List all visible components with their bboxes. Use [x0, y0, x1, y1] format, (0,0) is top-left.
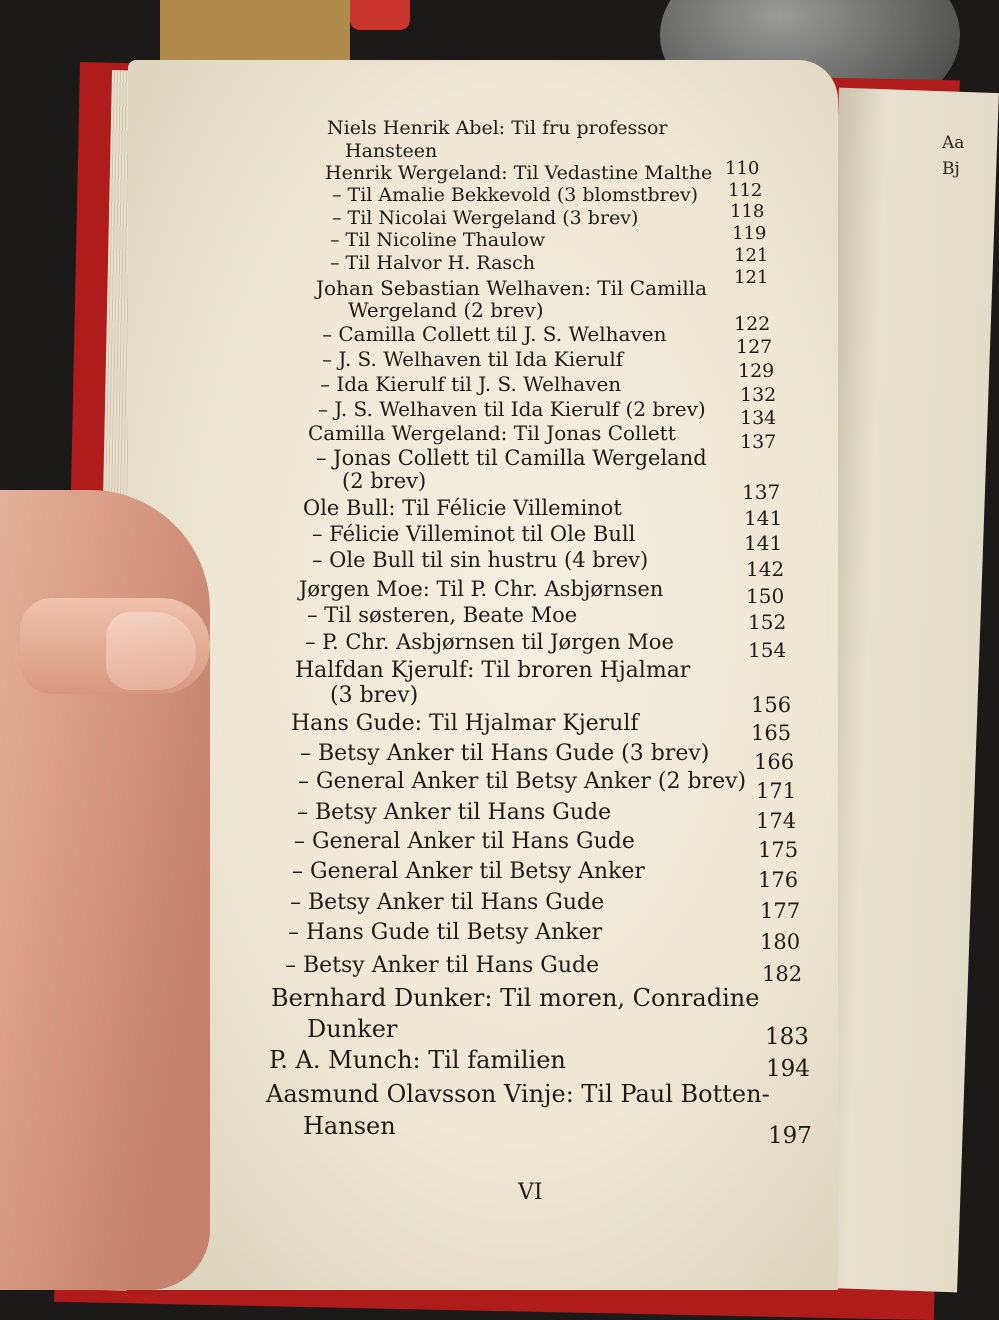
toc-entry-line: – Jonas Collett til Camilla Wergeland [316, 446, 707, 470]
toc-entry-line: Hansteen [345, 140, 438, 162]
toc-entry-line: Johan Sebastian Welhaven: Til Camilla [316, 276, 708, 300]
toc-page-number: 152 [748, 610, 787, 634]
toc-entry-line: – General Anker til Hans Gude [294, 829, 635, 854]
toc-entry-line: – Til Nicolai Wergeland (3 brev) [332, 207, 639, 229]
toc-page-number: 154 [748, 638, 787, 662]
toc-entry-line: – Betsy Anker til Hans Gude (3 brev) [300, 741, 710, 766]
toc-entry-line: P. A. Munch: Til familien [269, 1046, 566, 1074]
toc-entry-line: Hansen [303, 1112, 396, 1140]
toc-page-number: 176 [758, 868, 799, 892]
toc-entry-line: (2 brev) [342, 469, 427, 493]
toc-entry-line: Hans Gude: Til Hjalmar Kjerulf [291, 711, 639, 736]
toc-entry-line: Jørgen Moe: Til P. Chr. Asbjørnsen [299, 577, 664, 601]
thumb-nail [106, 612, 196, 690]
toc-entry-line: – Félicie Villeminot til Ole Bull [312, 522, 636, 546]
toc-entry-line: Bernhard Dunker: Til moren, Conradine [271, 984, 760, 1012]
toc-entry-line: – Betsy Anker til Hans Gude [290, 890, 605, 915]
toc-page-number: 121 [734, 267, 769, 288]
toc-page-number: 174 [756, 809, 797, 833]
toc-page-number: 183 [765, 1024, 809, 1050]
toc-entry-line: – Til Halvor H. Rasch [330, 252, 536, 274]
toc-page-number: 137 [740, 431, 777, 453]
toc-page-number: 182 [762, 962, 803, 986]
toc-page-number: 194 [766, 1056, 810, 1082]
toc-page-number: 129 [738, 360, 775, 382]
toc-page-number: 137 [742, 480, 781, 504]
toc-page-number: 112 [728, 180, 763, 201]
toc-entry-line: – Til Nicoline Thaulow [330, 229, 546, 251]
toc-page-number: 132 [740, 384, 777, 406]
toc-entry-line: – Til Amalie Bekkevold (3 blomstbrev) [332, 184, 699, 206]
toc-page-number: 150 [746, 584, 785, 608]
toc-entry-line: Henrik Wergeland: Til Vedastine Malthe [325, 162, 713, 184]
toc-entry-line: – General Anker til Betsy Anker (2 brev) [298, 769, 747, 794]
facing-page-line: Bj [942, 159, 960, 179]
toc-entry-line: – Camilla Collett til J. S. Welhaven [322, 322, 667, 346]
toc-page-number: 127 [736, 336, 773, 358]
toc-entry-line: Wergeland (2 brev) [348, 298, 544, 322]
toc-page-number: 197 [768, 1123, 812, 1149]
toc-entry-line: – J. S. Welhaven til Ida Kierulf [322, 347, 624, 371]
toc-entry-line: – P. Chr. Asbjørnsen til Jørgen Moe [305, 630, 674, 654]
toc-entry-line: Ole Bull: Til Félicie Villeminot [303, 496, 622, 520]
toc-page-number: 175 [758, 838, 799, 862]
toc-page-number: 142 [746, 557, 785, 581]
toc-page-number: 110 [725, 158, 760, 179]
toc-page-number: 156 [751, 693, 792, 717]
toc-entry-line: – J. S. Welhaven til Ida Kierulf (2 brev) [318, 397, 706, 421]
toc-entry-line: – Hans Gude til Betsy Anker [288, 920, 603, 945]
toc-entry-line: Camilla Wergeland: Til Jonas Collett [308, 421, 676, 445]
facing-page-line: Aa [942, 133, 965, 153]
toc-page-number: 166 [754, 750, 795, 774]
page-folio: VI [518, 1180, 543, 1205]
toc-entry-line: Aasmund Olavsson Vinje: Til Paul Botten- [266, 1080, 770, 1108]
toc-page-number: 165 [751, 721, 792, 745]
toc-page-number: 177 [760, 899, 801, 923]
toc-entry-line: Halfdan Kjerulf: Til broren Hjalmar [295, 658, 691, 683]
toc-entry-line: (3 brev) [330, 683, 419, 708]
toc-entry-line: – Ole Bull til sin hustru (4 brev) [312, 548, 649, 572]
toc-page-number: 122 [734, 313, 771, 335]
toc-entry-line: Dunker [307, 1015, 398, 1043]
toc-page-number: 121 [734, 245, 769, 266]
toc-page-number: 141 [744, 531, 783, 555]
toc-page-number: 171 [756, 779, 797, 803]
toc-page-number: 180 [760, 930, 801, 954]
toc-page-number: 119 [732, 223, 767, 244]
toc-entry-line: – Betsy Anker til Hans Gude [285, 953, 600, 978]
toc-page-number: 118 [730, 201, 765, 222]
toc-entry-line: Niels Henrik Abel: Til fru professor [327, 117, 668, 139]
toc-entry-line: – Betsy Anker til Hans Gude [297, 800, 612, 825]
toc-page-number: 141 [744, 506, 783, 530]
toc-page-number: 134 [740, 407, 777, 429]
toc-entry-line: – Ida Kierulf til J. S. Welhaven [320, 372, 622, 396]
toc-entry-line: – Til søsteren, Beate Moe [307, 603, 578, 627]
toc-entry-line: – General Anker til Betsy Anker [292, 859, 645, 884]
